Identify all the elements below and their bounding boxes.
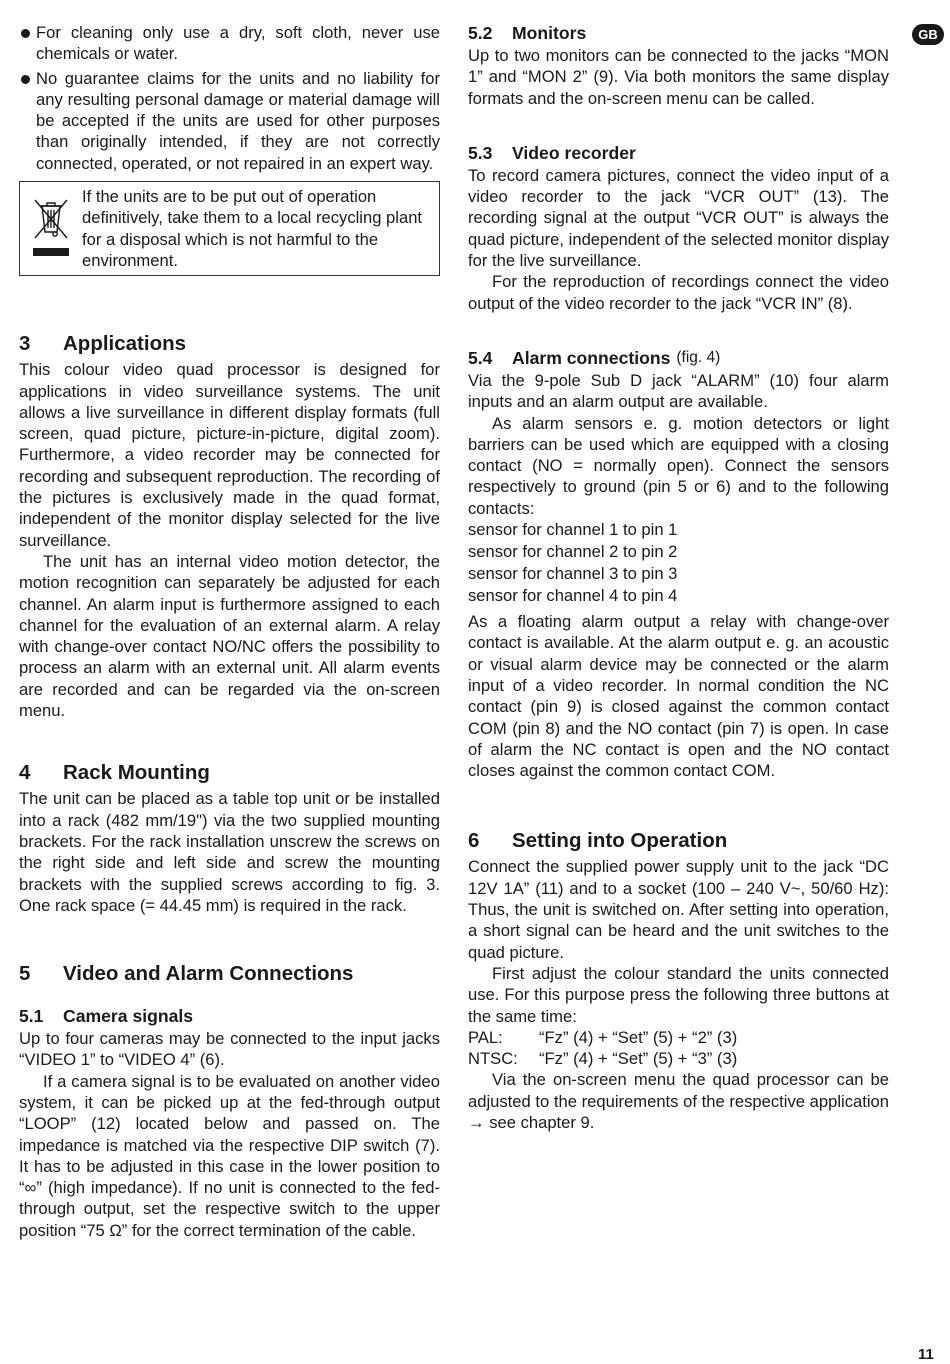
language-badge: GB bbox=[912, 24, 944, 45]
operation-p2: First adjust the colour standard the units connected use. For this purpose press the following three buttons at the same time: bbox=[468, 963, 889, 1026]
left-column bbox=[19, 22, 440, 1241]
camera-signals-p1: Up to four cameras may be connected to the input jacks “VIDEO 1” to “VIDEO 4” (6). bbox=[19, 1029, 440, 1070]
camera-signals-p2: If a camera signal is to be evaluated on another video system, it can be picked up at the fed-through output “LOOP” (12) located below and passed on. The impedance is matched via the respective DIP switch (7). It has to be adjusted in this case in the lower position to “∞” (high impedance). If no unit is connected to the fed-through output, set the respective switch to the upper position “75 Ω” for the correct termination of the cable. bbox=[19, 1071, 440, 1240]
alarm-p2: As alarm sensors e. g. motion detectors or light barriers can be used which are equipped with a closing contact (NO = normally open). Connect the sensors respectively to ground (pin 5 or 6) and to the following contacts: bbox=[468, 413, 889, 518]
section-3-heading: 3 Applications bbox=[19, 332, 187, 356]
applications-p1: This colour video quad processor is designed for applications in video surveillance systems. The unit allows a live surveillance in different display formats (full screen, quad picture, picture-in-picture, digital zoom). Furthermore, a video recorder may be connected for recording and subsequent reproduction. The recording of the pictures is exclusively made in the quad format, independent of the monitor display selected for the live surveillance. bbox=[19, 360, 440, 550]
section-5-4-heading: 5.4 Alarm connections (fig. 4) bbox=[468, 347, 721, 368]
rack-mounting-p1: The unit can be placed as a table top unit or be installed into a rack (482 mm/19") via the two supplied mounting brackets. For the rack installation unscrew the screws on the right side and left side and screw the mounting brackets with the supplied screws according to fig. 3. One rack space (= 44.45 mm) is required in the rack. bbox=[19, 789, 440, 915]
recycling-text: If the units are to be put out of operation definitively, take them to a local recycling plant for a disposal which is not harmful to the environment. bbox=[82, 187, 423, 270]
alarm-p1: Via the 9-pole Sub D jack “ALARM” (10) four alarm inputs and an alarm output are available. bbox=[468, 370, 889, 412]
section-6-heading: 6 Setting into Operation bbox=[468, 829, 728, 853]
video-recorder-p2: For the reproduction of recordings connect the video output of the video recorder to the jack “VCR IN” (8). bbox=[468, 272, 889, 313]
figure-reference: (fig. 4) bbox=[676, 348, 721, 366]
recycling-notice bbox=[19, 181, 440, 276]
monitors-p1: Up to two monitors can be connected to the jacks “MON 1” and “MON 2” (9). Via both monitors the same display formats and the on-screen menu can be called. bbox=[468, 46, 889, 108]
operation-p3: Via the on-screen menu the quad processor can be adjusted to the requirements of the respective application → see chapter 9. bbox=[468, 1070, 889, 1132]
page-number: 11 bbox=[918, 1346, 934, 1363]
list-item: sensor for channel 1 to pin 1 bbox=[468, 520, 678, 540]
operation-p1: Connect the supplied power supply unit to the jack “DC 12V 1A” (11) and to a socket (100 – 240 V~, 50/60 Hz): Thus, the unit is switched on. After setting into operation, a short signal can be heard and the unit switches to the quad picture. bbox=[468, 857, 889, 962]
section-5-heading: 5 Video and Alarm Connections bbox=[19, 962, 354, 986]
crossed-bin-icon bbox=[20, 186, 82, 271]
sensor-list bbox=[468, 519, 889, 607]
video-recorder-p1: To record camera pictures, connect the video input of a video recorder to the jack “VCR OUT” (13). The recording signal at the output “VCR OUT” is always the quad picture, independent of the selected monitor display for the live surveillance. bbox=[468, 165, 889, 271]
section-5-3-heading: 5.3 Video recorder bbox=[468, 142, 636, 163]
pal-row: PAL: “Fz” (4) + “Set” (5) + “2” (3) bbox=[468, 1027, 738, 1047]
section-5-2-heading: 5.2 Monitors bbox=[468, 23, 587, 43]
list-item: sensor for channel 2 to pin 2 bbox=[468, 542, 678, 562]
section-4-heading: 4 Rack Mounting bbox=[19, 761, 210, 785]
list-item: sensor for channel 3 to pin 3 bbox=[468, 564, 678, 584]
right-column bbox=[468, 22, 889, 1133]
applications-p2: The unit has an internal video motion detector, the motion recognition can separately be adjusted for each channel. An alarm input is furthermore assigned to each channel for the evaluation of an external alarm. A relay with change-over contact NO/NC offers the possibility to process an alarm with an external unit. All alarm events are recorded and can be regarded via the on-screen menu. bbox=[19, 551, 440, 721]
alarm-p3: As a floating alarm output a relay with change-over contact is available. At the alarm output e. g. an acoustic or visual alarm device may be connected or the alarm input of a video recorder. In normal condition the NC contact (pin 9) is closed against the common contact COM (pin 8) and the NO contact (pin 7) is open. In case of alarm the NC contact is open and the NO contact closes against the common contact COM. bbox=[468, 612, 889, 781]
list-item: sensor for channel 4 to pin 4 bbox=[468, 586, 678, 606]
ntsc-row: NTSC: “Fz” (4) + “Set” (5) + “3” (3) bbox=[468, 1049, 738, 1069]
bullet-cleaning: For cleaning only use a dry, soft cloth, never use chemicals or water. bbox=[19, 22, 440, 65]
bullet-liability: No guarantee claims for the units and no liability for any resulting personal damage or material damage will be accepted if the units are used for other purposes than originally intended, if they are not correctly connected, operated, or not repaired in an expert way. bbox=[19, 68, 440, 174]
section-5-1-heading: 5.1 Camera signals bbox=[19, 1006, 194, 1027]
